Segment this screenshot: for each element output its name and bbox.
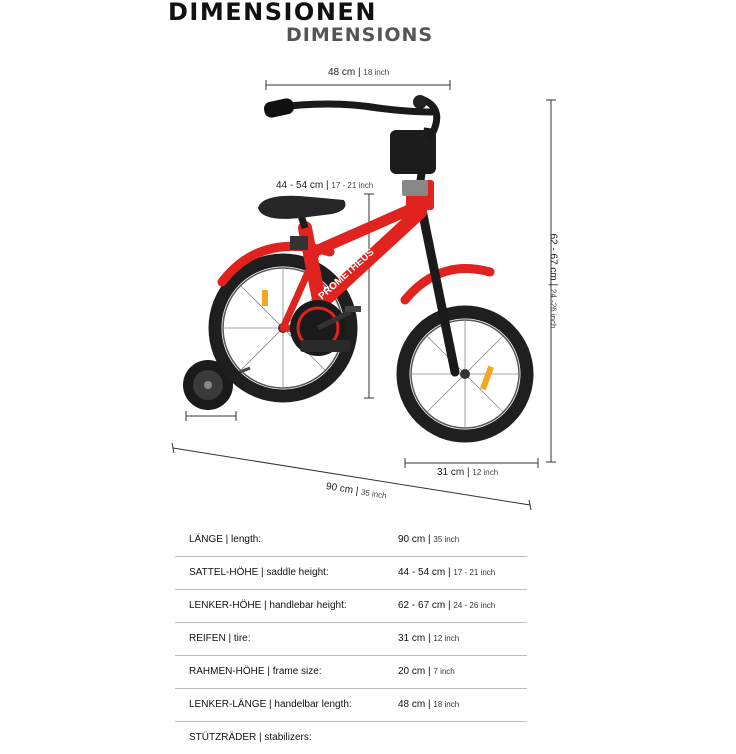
handlebar-width-label: 48 cm | 18 inch: [328, 67, 390, 78]
handlebar-width-cm: 48 cm: [328, 67, 356, 78]
front-reflector: [402, 180, 428, 196]
handlebar-height-label: 62 - 67 cm | 24 -26 inch: [547, 233, 559, 329]
row-label: LENKER-HÖHE | handlebar height:: [189, 600, 347, 611]
front-wheel: [403, 312, 527, 436]
row-value: 48 cm | 18 inch: [398, 699, 460, 710]
table-row: [175, 590, 527, 623]
length-label: 90 cm | 35 inch: [325, 481, 388, 501]
frame-logo: PROMETHEUS: [316, 246, 377, 303]
table-row: [175, 623, 527, 656]
row-value: 20 cm | 7 inch: [398, 666, 455, 677]
title-english: DIMENSIONS: [286, 24, 434, 46]
table-row: [175, 689, 527, 722]
handlebar: [272, 104, 432, 112]
left-grip: [263, 97, 296, 119]
row-label: REIFEN | tire:: [189, 633, 251, 644]
tire-cm: 31 cm: [437, 467, 465, 478]
tire-label: 31 cm | 12 inch: [437, 467, 499, 478]
table-row: [175, 557, 527, 590]
tire-inch: 12 inch: [472, 468, 499, 477]
handlebar-height-inch: 24 -26 inch: [548, 288, 558, 329]
front-fender: [405, 269, 490, 301]
row-label: STÜTZRÄDER | stabilizers:: [189, 732, 312, 743]
title-german: DIMENSIONEN: [168, 0, 377, 26]
saddle-height-label: 44 - 54 cm | 17 - 21 inch: [276, 180, 374, 191]
saddle-height-inch: 17 - 21 inch: [331, 181, 374, 190]
row-value: 90 cm | 35 inch: [398, 534, 460, 545]
bell: [413, 95, 427, 109]
saddle: [258, 196, 346, 219]
row-value: 44 - 54 cm | 17 - 21 inch: [398, 567, 496, 578]
handlebar-height-cm: 62 - 67 cm: [547, 233, 559, 281]
table-row: [175, 524, 527, 557]
row-label: SATTEL-HÖHE | saddle height:: [189, 567, 329, 578]
length-inch: 35 inch: [360, 487, 388, 501]
table-row: [175, 722, 527, 754]
table-row: [175, 656, 527, 689]
row-label: RAHMEN-HÖHE | frame size:: [189, 666, 322, 677]
row-value: 62 - 67 cm | 24 - 26 inch: [398, 600, 496, 611]
row-value: 31 cm | 12 inch: [398, 633, 460, 644]
dimensions-table: [175, 524, 527, 754]
seat-clamp: [290, 236, 308, 250]
handlebar-width-inch: 18 inch: [363, 68, 390, 77]
row-label: LENKER-LÄNGE | handelbar length:: [189, 699, 352, 710]
saddle-height-cm: 44 - 54 cm: [276, 180, 324, 191]
row-label: LÄNGE | length:: [189, 534, 262, 545]
length-cm: 90 cm: [325, 481, 354, 497]
